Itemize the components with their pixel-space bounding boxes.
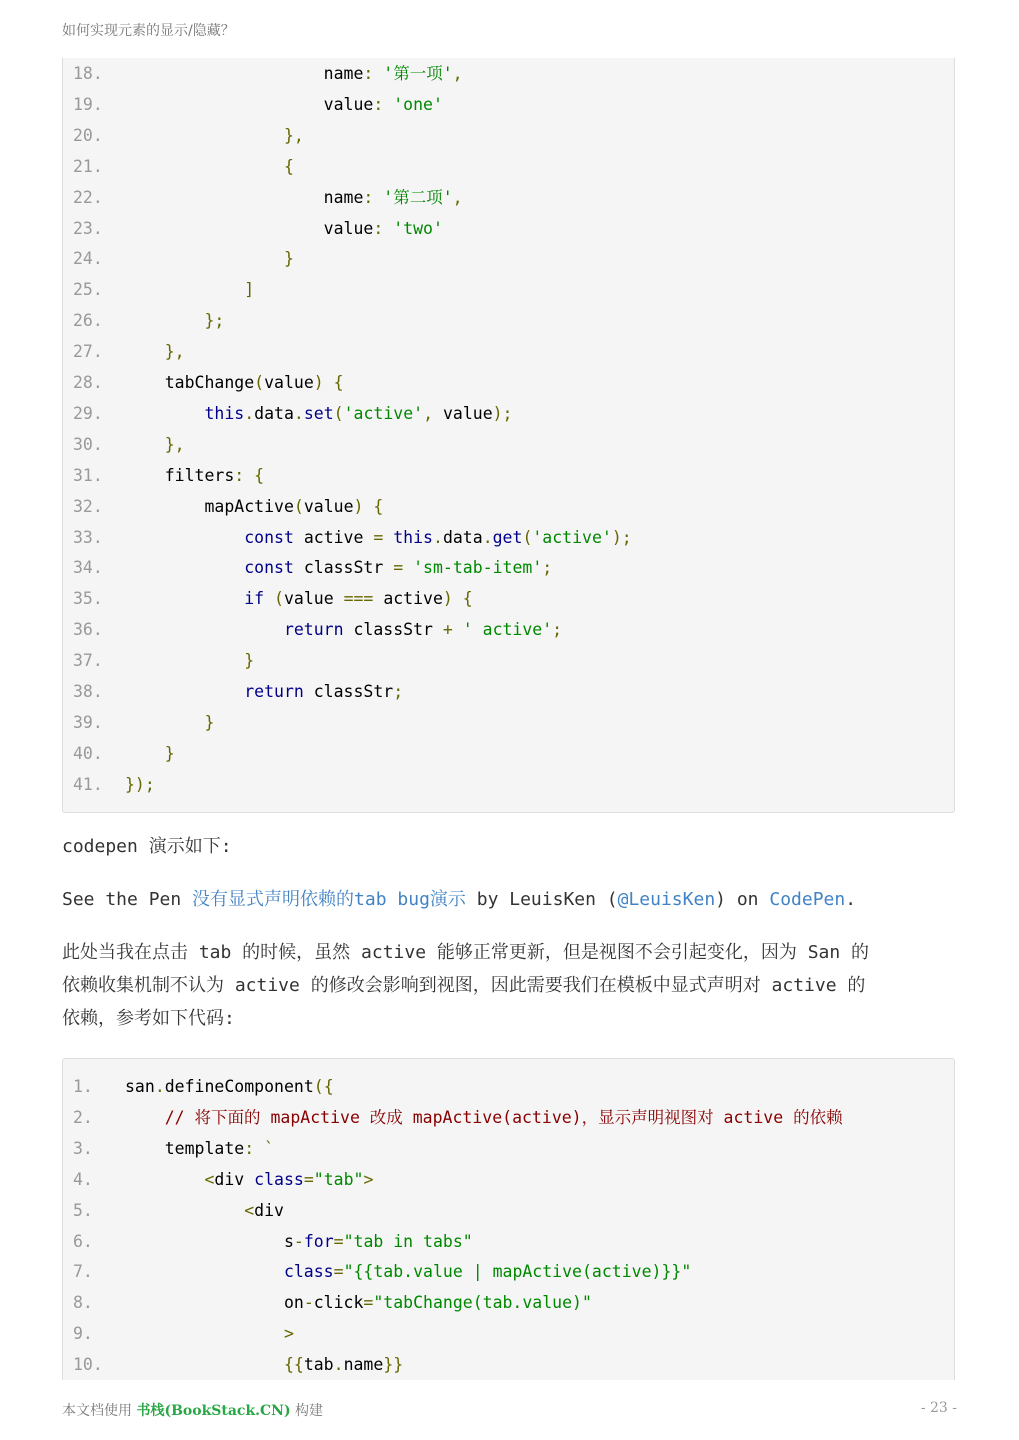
code-text [125,583,473,614]
code-text [125,738,175,769]
line-number: 21. [73,156,103,176]
code-text [125,1102,843,1133]
code-token: = [393,558,414,578]
code-token: ); [492,403,513,423]
code-token: . [154,1077,165,1096]
line-number: 6. [73,1231,93,1251]
code-token: '第一项' [383,64,453,83]
line-number: 26. [73,311,103,331]
code-token: ) { [353,496,384,516]
code-text [125,429,185,460]
code-token: name [343,1355,384,1375]
line-number: 40. [73,743,103,763]
code-token: , [423,403,443,423]
explanation-line: 依赖，参考如下代码: [62,1008,235,1029]
line-number: 37. [73,651,103,671]
line-number: 30. [73,434,103,454]
code-token: this [125,403,245,423]
line-number: 5. [73,1200,93,1220]
footer-credit [62,1400,323,1420]
code-token: < [125,1169,215,1189]
code-text [125,676,403,707]
code-token: // 将下面的 mapActive 改成 mapActive(active)，显示声明视图对 active 的依赖 [125,1107,843,1127]
see-pen-prefix: See the Pen [62,889,193,910]
user-link[interactable]: @LeuisKen [617,889,716,910]
line-number: 1. [73,1077,93,1096]
code-text [125,614,562,645]
code-token: active [383,589,443,609]
code-token: }} [383,1355,404,1375]
line-number: 4. [73,1169,93,1189]
code-token: if [125,589,265,609]
code-text [125,1256,691,1287]
code-token: classStr [303,682,394,701]
code-token: ( [293,496,304,516]
code-token: div [214,1169,255,1189]
code-text [125,274,254,305]
code-token: ( [264,589,284,609]
code-token: class [254,1169,304,1189]
code-text [125,1133,274,1164]
code-text [125,491,383,522]
code-token: > [125,1324,294,1344]
code-text [125,707,214,738]
code-token: }, [125,342,185,362]
code-text [125,336,185,367]
code-token: : [363,64,384,83]
code-token: filters [125,465,235,485]
code-text [125,367,344,398]
code-text [125,89,443,120]
code-text [125,769,155,800]
code-token: classStr [343,620,443,640]
page-number: - 23 - [920,1400,957,1416]
line-number: 27. [73,342,103,362]
code-token: const [125,527,294,547]
code-text [125,460,264,491]
code-token: ) { [442,589,473,609]
code-token: , [452,64,463,83]
code-token: } [125,743,175,763]
line-number: 33. [73,527,103,547]
code-token: : ` [244,1138,275,1158]
code-text [125,151,294,182]
code-text [125,1349,403,1380]
code-token: "{{tab.value | mapActive(active)}}" [343,1262,692,1282]
code-token: { [125,156,294,176]
line-number: 10. [73,1355,103,1375]
code-token: = [373,527,394,547]
code-token: ; [542,558,553,578]
line-number: 8. [73,1293,93,1313]
code-text [125,1195,284,1226]
code-token: get [492,527,523,547]
code-token: data [254,403,294,423]
line-number: 23. [73,218,103,238]
code-text [125,522,632,553]
see-pen-suffix: . [845,889,857,910]
code-token: = [333,1262,344,1282]
code-token: ); [611,527,632,547]
code-token: const [125,558,294,578]
line-number: 29. [73,403,103,423]
code-token: - [293,1231,304,1251]
code-token: name [125,64,364,83]
code-token: ({ [313,1077,334,1096]
code-text [125,1071,334,1102]
code-token: = [333,1231,344,1251]
see-pen-by: by LeuisKen ( [465,889,618,910]
code-token: ( [254,373,265,392]
code-token: classStr [293,558,394,578]
footer-prefix: 本文档使用 [62,1403,137,1419]
code-token: template [125,1138,245,1158]
code-text [125,1318,294,1349]
footer-suffix: 构建 [290,1403,324,1419]
code-token: > [363,1169,374,1189]
pen-link[interactable]: 没有显式声明依赖的tab bug演示 [192,889,466,910]
codepen-intro: codepen 演示如下: [62,836,232,857]
code-token: name [125,187,364,207]
see-pen-on: ) on [715,889,770,910]
line-number: 35. [73,589,103,609]
code-token: . [482,527,493,547]
line-number: 32. [73,496,103,516]
code-token: : [363,187,384,207]
code-token: 'active' [532,527,612,547]
code-token: = [363,1293,374,1313]
code-text [125,120,314,151]
line-number: 19. [73,94,103,114]
code-token: ( [333,403,344,423]
code-token: . [433,527,443,547]
code-token: }; [125,311,225,331]
code-token: 'one' [393,94,443,114]
line-number: 36. [73,620,103,640]
code-token: 'sm-tab-item' [413,558,543,578]
explanation-paragraph [62,936,952,1035]
line-number: 38. [73,682,103,701]
code-token: return [125,682,304,701]
line-number: 9. [73,1324,93,1344]
code-text [125,243,294,274]
code-text [125,58,463,89]
code-token: - [303,1293,314,1313]
code-token: div [254,1200,284,1220]
code-token: data [442,527,483,547]
code-token: }, [125,434,185,454]
code-token: value [303,496,354,516]
explanation-line: 依赖收集机制不认为 active 的修改会影响到视图，因此需要我们在模板中显式声明对 active 的 [62,975,866,996]
codepen-link[interactable]: CodePen [769,889,846,910]
code-token: }); [125,774,155,794]
code-token: === [343,589,384,609]
code-token: {{ [125,1355,304,1375]
code-token: tab [303,1355,334,1375]
code-token: 'active' [343,403,424,423]
code-token: san [125,1077,155,1096]
line-number: 31. [73,465,103,485]
code-token: value [125,94,374,114]
code-token: . [293,403,304,423]
line-number: 25. [73,280,103,300]
code-token: active [293,527,374,547]
line-number: 28. [73,373,103,392]
code-text [125,305,224,336]
code-token: class [125,1262,334,1282]
code-token: this [393,527,433,547]
code-token: value [283,589,344,609]
code-token: "tab" [313,1169,364,1189]
code-text [125,182,463,213]
line-number: 20. [73,125,103,145]
code-token: "tabChange(tab.value)" [373,1293,592,1313]
code-token: + [442,620,463,640]
explanation-line: 此处当我在点击 tab 的时候，虽然 active 能够正常更新，但是视图不会引起变化，因为 San 的 [62,942,870,963]
line-number: 41. [73,774,103,794]
code-token: mapActive [125,496,294,516]
code-block [62,1058,955,1380]
line-number: 22. [73,187,103,207]
code-token: : { [234,465,265,485]
code-token: on [125,1293,304,1313]
page-header-title: 如何实现元素的显示/隐藏？ [62,23,235,39]
code-token: , [452,187,463,207]
code-token: ] [125,280,255,300]
code-token: '第二项' [383,187,453,207]
code-token: } [125,712,215,732]
code-token: ; [552,620,563,640]
code-token: for [303,1231,334,1251]
code-token: return [125,620,344,640]
code-token: }, [125,125,314,145]
code-token: . [244,403,255,423]
code-token: ' active' [462,620,553,640]
line-number: 24. [73,249,103,269]
code-token: : [373,94,394,114]
code-token: value [442,403,493,423]
see-the-pen-line [62,883,952,916]
line-number: 34. [73,558,103,578]
code-token: = [303,1169,314,1189]
code-token: } [125,651,255,671]
line-number: 39. [73,712,103,732]
code-token: set [303,403,334,423]
code-token: s [125,1231,294,1251]
code-text [125,552,552,583]
code-token: click [313,1293,364,1313]
code-token: 'two' [393,218,443,238]
code-token: . [333,1355,344,1375]
code-token: } [125,249,294,269]
code-text [125,213,443,244]
code-token: ) { [313,373,344,392]
code-text [125,398,513,429]
line-number: 7. [73,1262,93,1282]
code-text [125,1287,592,1318]
code-text [125,1164,373,1195]
code-token: ( [522,527,533,547]
code-token: < [125,1200,255,1220]
footer-brand-link[interactable]: 书栈(BookStack.CN) [136,1403,291,1419]
code-text [125,645,254,676]
line-number: 2. [73,1107,93,1127]
code-token: defineComponent [164,1077,314,1096]
code-block [62,58,955,813]
line-number: 18. [73,64,103,83]
code-token: "tab in tabs" [343,1231,473,1251]
line-number: 3. [73,1138,93,1158]
code-token: value [125,218,374,238]
code-token: : [373,218,394,238]
code-token: tabChange [125,373,255,392]
code-text [125,1226,473,1257]
code-token: value [264,373,314,392]
code-token: ; [393,682,404,701]
